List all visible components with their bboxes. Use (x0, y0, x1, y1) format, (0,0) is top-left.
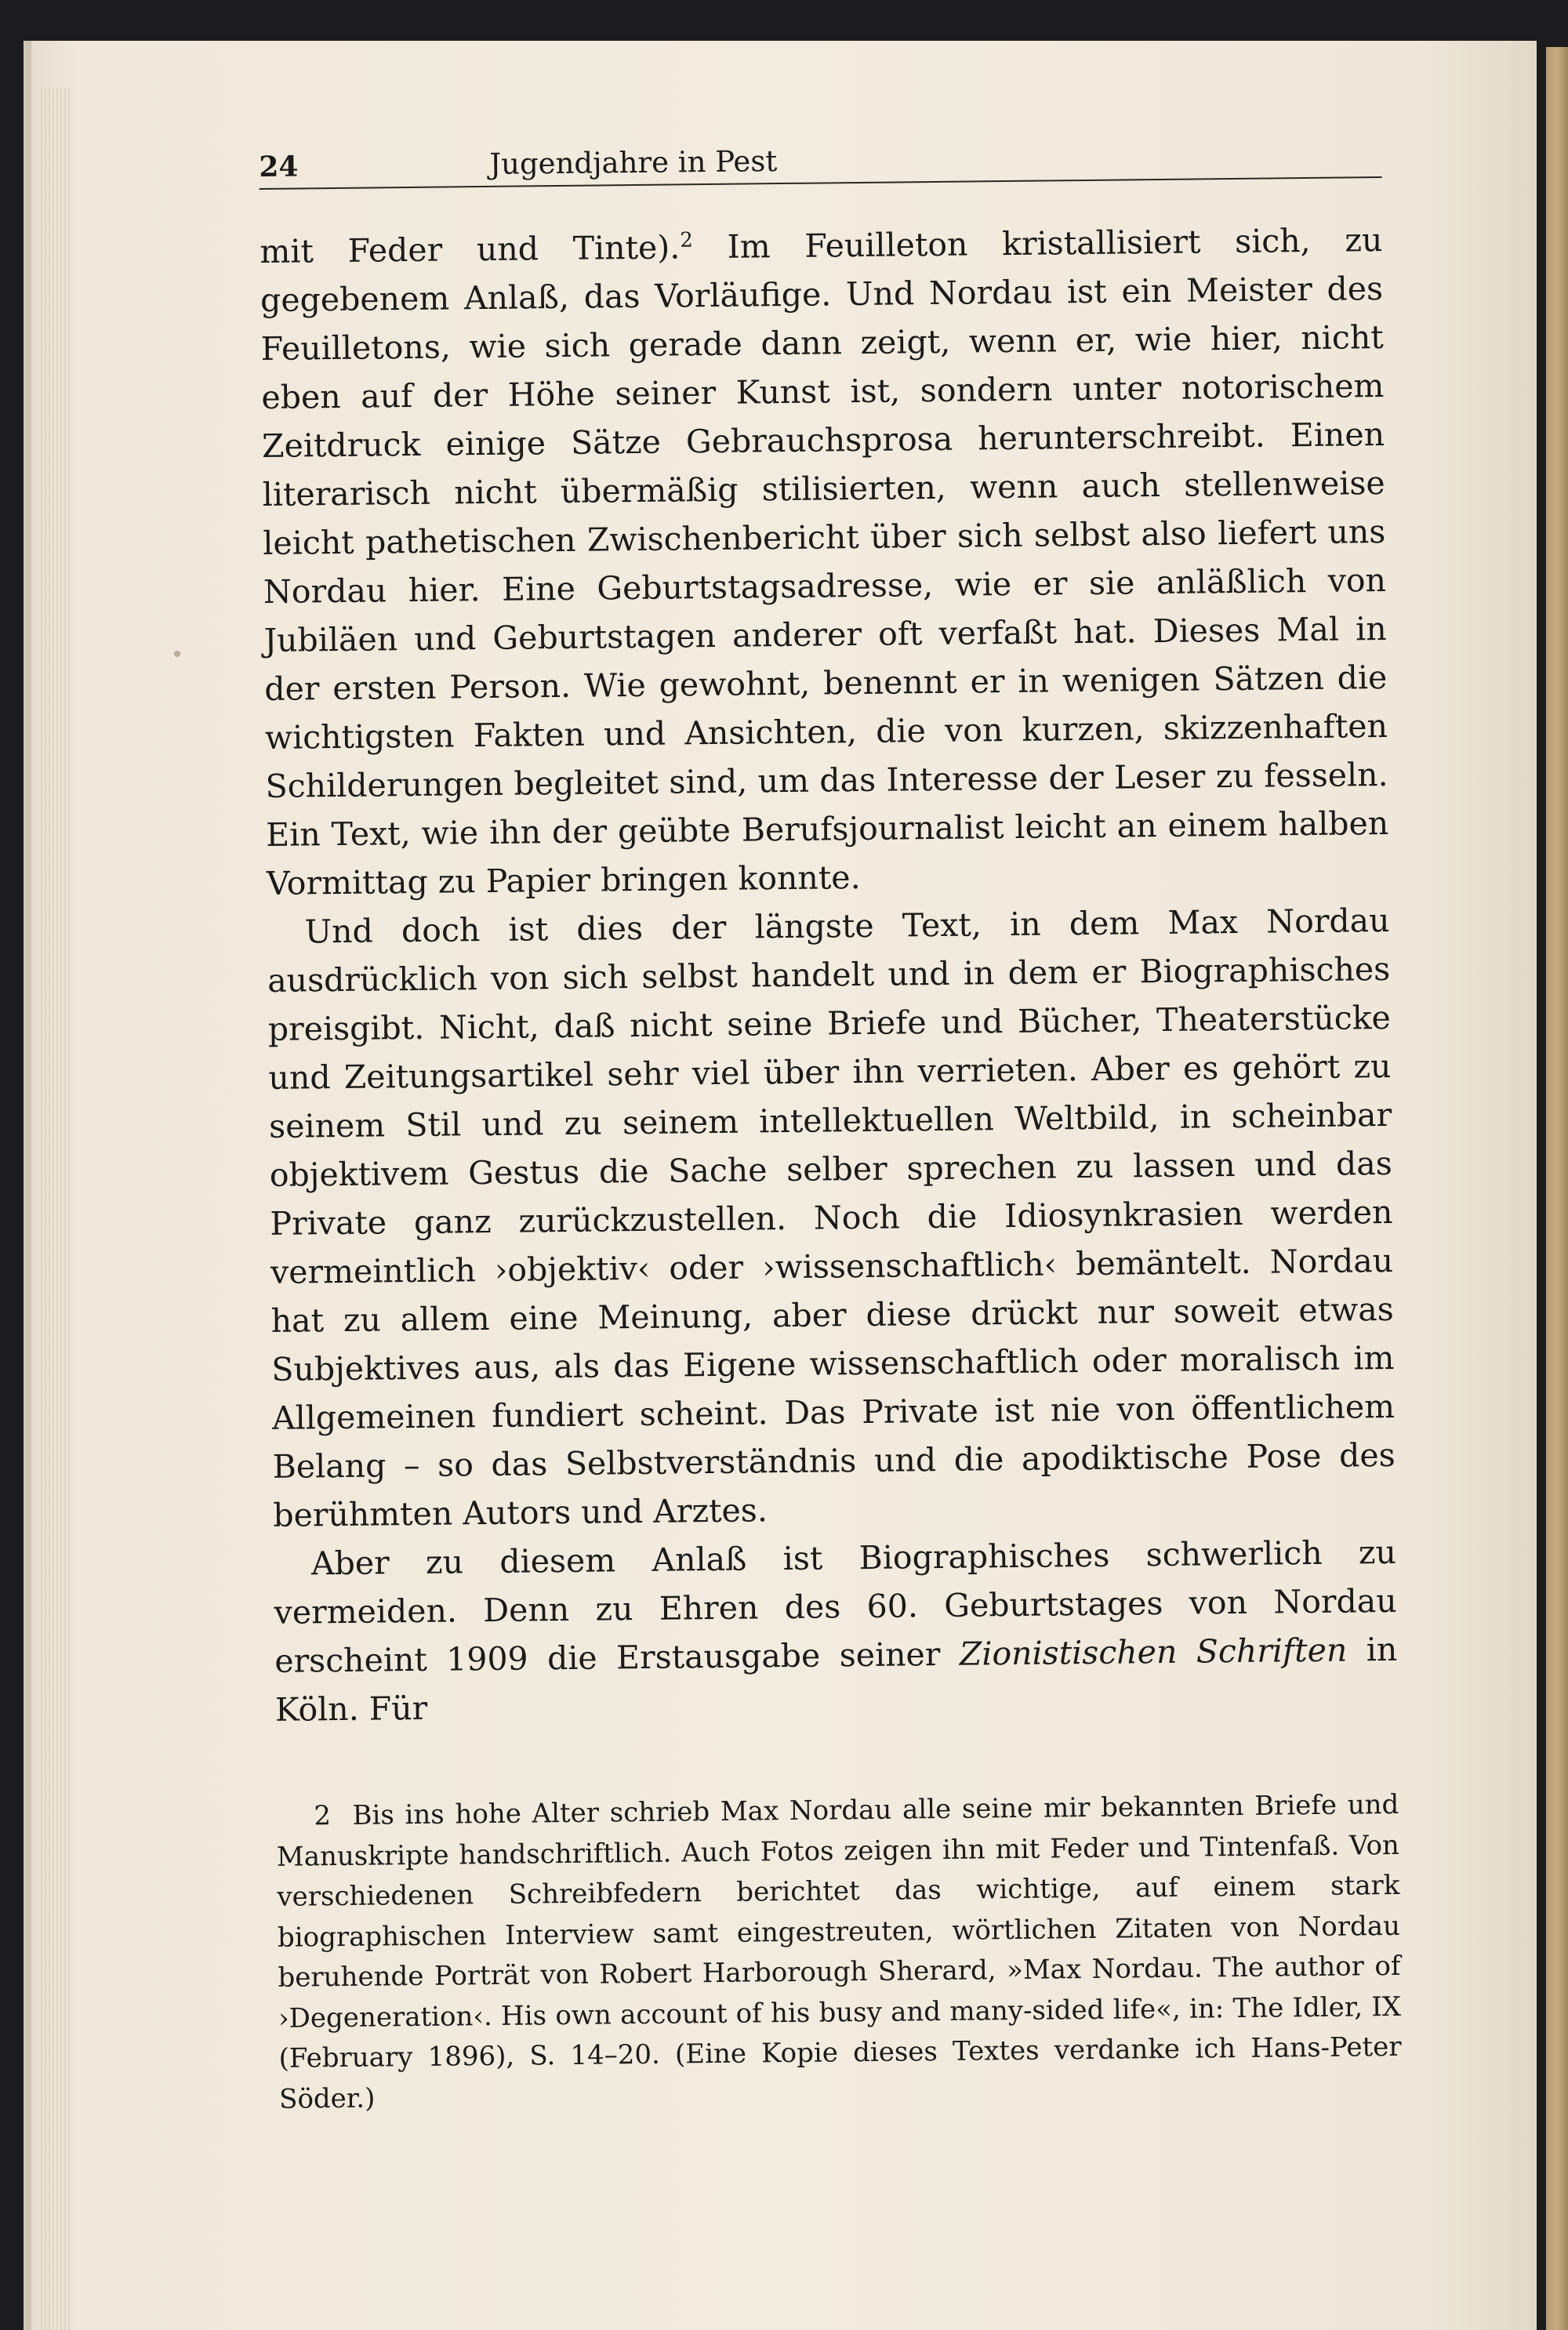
paragraph-1-start: mit Feder und Tinte). (260, 228, 681, 270)
footnote-reference: 2 (680, 228, 693, 252)
paragraph-3 (274, 1528, 1399, 1734)
footnote-text: Bis ins hohe Alter schrieb Max Nordau alle seine mir bekannten Briefe und Manuskripte handschriftlich. Auch Fotos zeigen ihn mit Feder und Tintenfaß. Von verschiedenen Schreibfedern berichtet das wichtige, auf einem stark biographischen Interview samt eingestreuten, wörtlichen Zitaten von Nordau beruhende Porträt von Robert Harborough Sherard, »Max Nordau. The author of ›Degeneration‹. His own account of his busy and many-sided life«, in: The Idler, IX (February 1896), S. 14–20. (Eine Kopie dieses Textes verdanke ich Hans-Peter Söder.) (276, 1788, 1402, 2115)
page-content (259, 129, 1402, 2120)
body-text (260, 216, 1398, 1734)
paragraph-3-end: in Köln. Für (274, 1630, 1398, 1729)
paragraph-1 (260, 216, 1389, 908)
page-number: 24 (259, 150, 299, 183)
footnotes (276, 1785, 1402, 2120)
paper-speck (174, 651, 180, 657)
book-title-italic: Zionistischen Schriften (959, 1631, 1348, 1673)
paragraph-2: Und doch ist dies der längste Text, in dem Max Nordau ausdrücklich von sich selbst handelt und in dem er Biographisches preisgibt. Nicht, daß nicht seine Briefe und Bücher, Theaterstücke und Zeitungsartikel sehr viel über ihn verrieten. Aber es gehört zu seinem Stil und zu seinem intellektuellen Weltbild, in scheinbar objektivem Gestus die Sache selber sprechen zu lassen und das Private ganz zurückzustellen. Noch die Idiosynkrasien werden vermeintlich ›objektiv‹ oder ›wissenschaftlich‹ bemäntelt. Nordau hat zu allem eine Meinung, aber diese drückt nur soweit etwas Subjektives aus, als das Eigene wissenschaftlich oder moralisch im Allgemeinen fundiert scheint. Das Private ist nie von öffentlichem Belang – so das Selbstverständnis und die apodiktische Pose des berühmten Autors und Arztes. (267, 901, 1396, 1534)
paragraph-1-rest: Im Feuilleton kristallisiert sich, zu gegebenem Anlaß, das Vorläufige. Und Nordau ist ein Meister des Feuilletons, wie sich gerade dann zeigt, wenn er, wie hier, nicht eben auf der Höhe seiner Kunst ist, sondern unter notorischem Zeitdruck einige Sätze Gebrauchsprosa herunterschreibt. Einen literarisch nicht übermäßig stilisierten, wenn auch stellenweise leicht pathetischen Zwischenbericht über sich selbst also liefert uns Nordau hier. Eine Geburtstagsadresse, wie er sie anläßlich von Jubiläen und Geburtstagen anderer oft verfaßt hat. Dieses Mal in der ersten Person. Wie gewohnt, benennt er in wenigen Sätzen die wichtigsten Fakten und Ansichten, die von kurzen, skizzenhaften Schilderungen begleitet sind, um das Interesse der Leser zu fesseln. Ein Text, wie ihn der geübte Berufsjournalist leicht an einem halben Vormittag zu Papier bringen konnte. (260, 220, 1389, 902)
page-edges (41, 88, 72, 2330)
footnote-2 (276, 1785, 1402, 2120)
book-cover-edge (1546, 47, 1568, 2330)
running-head: Jugendjahre in Pest (489, 144, 778, 181)
paragraph-3-start: Aber zu diesem Anlaß ist Biographisches schwerlich zu vermeiden. Denn zu Ehren des 60. Geburtstages von Nordau erscheint 1909 die Erstausgabe seiner (274, 1533, 1397, 1680)
footnote-number: 2 (314, 1800, 332, 1832)
